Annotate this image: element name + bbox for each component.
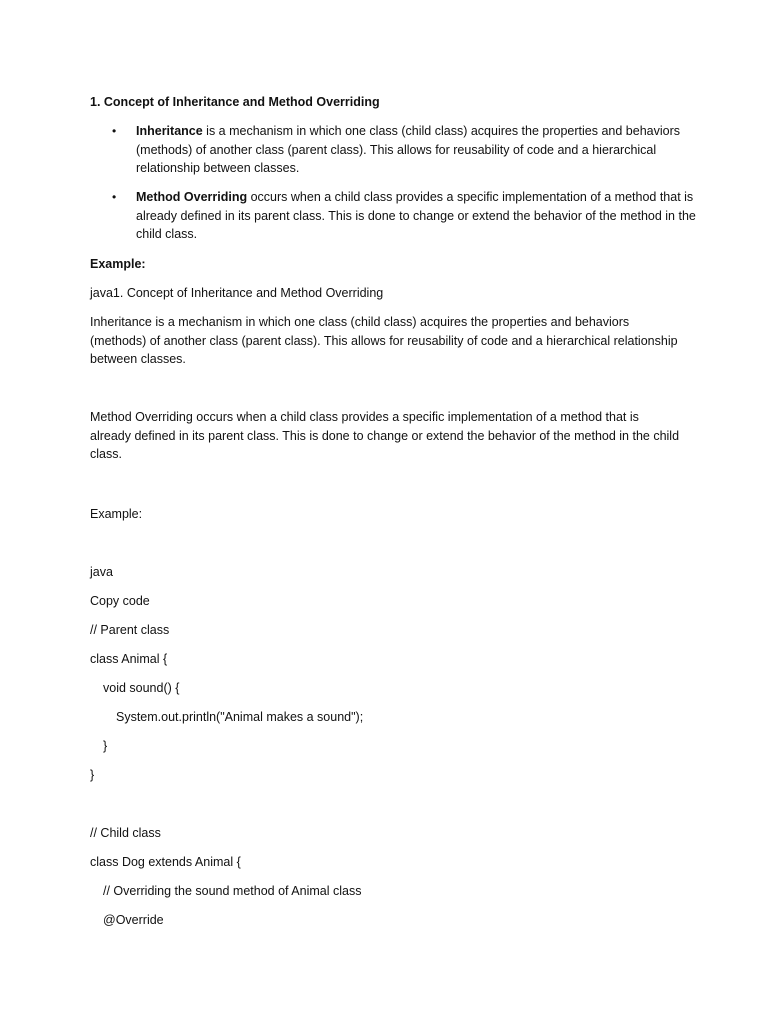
code-line: // Overriding the sound method of Animal class (103, 884, 362, 898)
example-label-bold: Example: (90, 257, 146, 271)
code-language: java (90, 565, 113, 579)
example-label: Example: (90, 507, 143, 521)
bullet-text: occurs when a child class provides a specific implementation of a method that is already defined in its parent class. This is done to change or extend the behavior of the method in the child class. (136, 190, 696, 242)
code-line: System.out.println("Animal makes a sound"); (116, 710, 364, 724)
repeat-heading: java1. Concept of Inheritance and Method Overriding (90, 286, 384, 300)
bullet-method-overriding (136, 188, 696, 244)
copy-code-text: Copy code (90, 594, 150, 608)
paragraph-method-overriding: Method Overriding occurs when a child class provides a specific implementation of a method that is already defined in its parent class. This is done to change or extend the behavior of the method in the child class. (90, 410, 680, 462)
bullet-term: Inheritance (136, 124, 203, 138)
code-line: void sound() { (103, 681, 180, 695)
bullet-inheritance (136, 122, 696, 178)
code-line: class Dog extends Animal { (90, 855, 241, 869)
bullet-marker: • (112, 190, 117, 204)
code-line: @Override (103, 913, 164, 927)
code-line: } (103, 739, 108, 753)
paragraph-inheritance: Inheritance is a mechanism in which one class (child class) acquires the properties and behaviors (methods) of another class (parent class). This allows for reusability of code and a hierarchical relationship between classes. (90, 315, 678, 367)
code-line: } (90, 768, 95, 782)
section-heading: 1. Concept of Inheritance and Method Overriding (90, 95, 380, 109)
bullet-term: Method Overriding (136, 190, 248, 204)
bullet-text: is a mechanism in which one class (child class) acquires the properties and behaviors (methods) of another class (parent class). This allows for reusability of code and a hierarchical relationship between classes. (136, 124, 680, 176)
code-line: // Parent class (90, 623, 170, 637)
bullet-marker: • (112, 124, 117, 138)
code-line: // Child class (90, 826, 161, 840)
code-line: class Animal { (90, 652, 168, 666)
